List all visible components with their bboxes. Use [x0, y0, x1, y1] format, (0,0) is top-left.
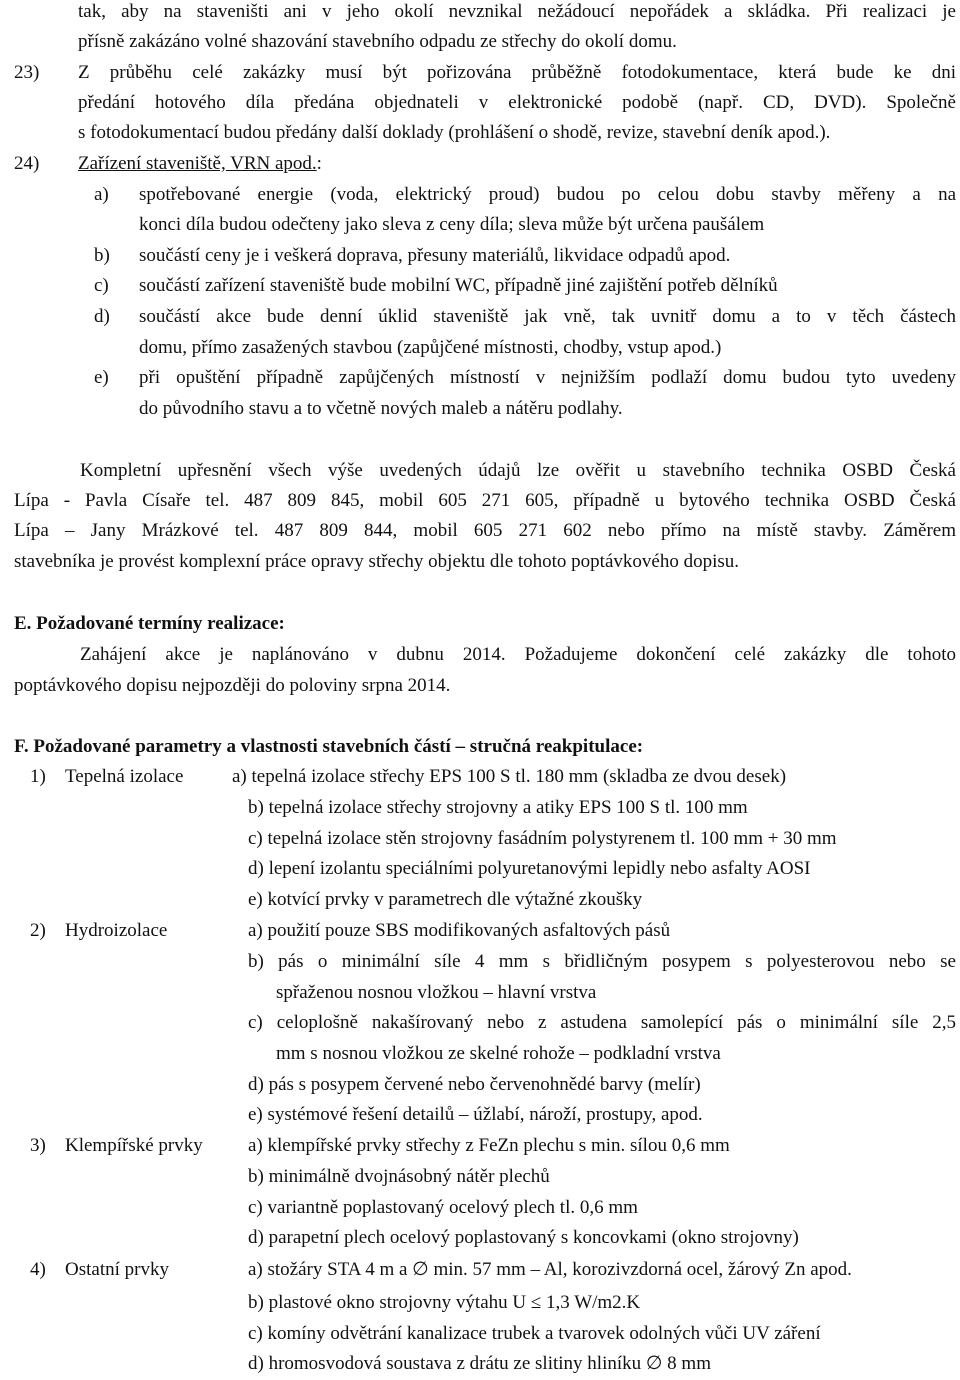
list-letter: e): [94, 367, 109, 388]
group-number: 4): [30, 1259, 46, 1280]
paragraph-line: Zahájení akce je naplánováno v dubnu 2014. Požadujeme dokončení celé zakázky dle tohoto: [80, 644, 956, 665]
param-line: b) tepelná izolace střechy strojovny a atiky EPS 100 S tl. 100 mm: [248, 797, 748, 818]
paragraph-line: Lípa - Pavla Císaře tel. 487 809 845, mobil 605 271 605, případně u bytového technika OSBD Česká: [14, 490, 956, 511]
param-line: b) plastové okno strojovny výtahu U ≤ 1,3 W/m2.K: [248, 1292, 641, 1313]
paragraph-line: přísně zakázáno volné shazování stavebního odpadu ze střechy do okolí domu.: [78, 31, 677, 52]
param-line: d) hromosvodová soustava z drátu ze slitiny hliníku ∅ 8 mm: [248, 1353, 711, 1374]
paragraph-line: Kompletní upřesnění všech výše uvedených údajů lze ověřit u stavebního technika OSBD Česká: [80, 460, 956, 481]
param-line: d) pás s posypem červené nebo červenohnědé barvy (melír): [248, 1074, 701, 1095]
list-item-line: součástí akce bude denní úklid staveniště jak vně, tak uvnitř domu a to v těch částech: [139, 306, 956, 327]
param-line: d) parapetní plech ocelový poplastovaný s koncovkami (okno strojovny): [248, 1227, 799, 1248]
paragraph-line: předání hotového díla předána objednateli v elektronické podobě (např. CD, DVD). Společně: [78, 92, 956, 113]
group-number: 1): [30, 766, 46, 787]
item-title-text: Zařízení staveniště, VRN apod.: [78, 153, 317, 174]
list-letter: c): [94, 275, 109, 296]
param-line: spřaženou nosnou vložkou – hlavní vrstva: [276, 982, 597, 1003]
item-title-suffix: :: [316, 153, 322, 174]
param-line: e) kotvící prvky v parametrech dle výtažné zkoušky: [248, 889, 643, 910]
list-item-line: domu, přímo zasažených stavbou (zapůjčené místnosti, chodby, vstup apod.): [139, 337, 722, 358]
param-line: c) variantně poplastovaný ocelový plech tl. 0,6 mm: [248, 1197, 638, 1218]
param-line: a) klempířské prvky střechy z FeZn plechu s min. sílou 0,6 mm: [248, 1135, 730, 1156]
paragraph-line: poptávkového dopisu nejpozději do poloviny srpna 2014.: [14, 675, 451, 696]
group-title: Tepelná izolace: [65, 766, 184, 787]
list-item-line: do původního stavu a to včetně nových maleb a nátěru podlahy.: [139, 398, 623, 419]
list-letter: a): [94, 184, 109, 205]
list-item-line: konci díla budou odečteny jako sleva z ceny díla; sleva může být určena paušálem: [139, 214, 765, 235]
param-line: a) stožáry STA 4 m a ∅ min. 57 mm – Al, korozivzdorná ocel, žárový Zn apod.: [248, 1259, 852, 1280]
group-title: Hydroizolace: [65, 920, 168, 941]
section-heading: E. Požadované termíny realizace:: [14, 613, 285, 634]
list-item-line: při opuštění případně zapůjčených místností v nejnižším podlaží domu budou tyto uvedeny: [139, 367, 956, 388]
param-line: mm s nosnou vložkou ze skelné rohože – podkladní vrstva: [276, 1043, 721, 1064]
group-title: Klempířské prvky: [65, 1135, 203, 1156]
param-line: c) celoplošně nakašírovaný nebo z astudena samolepící pás o minimální síle 2,5: [248, 1012, 956, 1033]
param-line: a) použití pouze SBS modifikovaných asfaltových pásů: [248, 920, 671, 941]
param-line: a) tepelná izolace střechy EPS 100 S tl. 180 mm (skladba ze dvou desek): [232, 766, 787, 787]
list-item-line: součástí ceny je i veškerá doprava, přesuny materiálů, likvidace odpadů apod.: [139, 245, 731, 266]
param-line: c) komíny odvětrání kanalizace trubek a tvarovek odolných vůči UV záření: [248, 1323, 821, 1344]
paragraph-line: stavebníka je provést komplexní práce opravy střechy objektu dle tohoto poptávkového dopisu.: [14, 551, 739, 572]
list-item-line: spotřebované energie (voda, elektrický proud) budou po celou dobu stavby měřeny a na: [139, 184, 956, 205]
list-number: 24): [14, 153, 40, 174]
group-title: Ostatní prvky: [65, 1259, 169, 1280]
list-letter: d): [94, 306, 110, 327]
param-line: e) systémové řešení detailů – úžlabí, nároží, prostupy, apod.: [248, 1104, 703, 1125]
paragraph-line: Lípa – Jany Mrázkové tel. 487 809 844, mobil 605 271 602 nebo přímo na místě stavby. Záměrem: [14, 520, 956, 541]
group-number: 2): [30, 920, 46, 941]
list-letter: b): [94, 245, 110, 266]
param-line: d) lepení izolantu speciálními polyuretanovými lepidly nebo asfalty AOSI: [248, 858, 811, 879]
paragraph-line: Z průběhu celé zakázky musí být pořizována průběžně fotodokumentace, která bude ke dni: [78, 62, 956, 83]
item-title: [78, 152, 322, 176]
paragraph-line: s fotodokumentací budou předány další doklady (prohlášení o shodě, revize, stavební deník apod.).: [78, 122, 831, 143]
list-item-line: součástí zařízení staveniště bude mobilní WC, případně jiné zajištění potřeb dělníků: [139, 275, 778, 296]
list-number: 23): [14, 62, 40, 83]
paragraph-line: tak, aby na staveništi ani v jeho okolí nevznikal nežádoucí nepořádek a skládka. Při realizaci je: [78, 1, 956, 22]
param-line: b) pás o minimální síle 4 mm s břidličným posypem s polyesterovou nebo se: [248, 951, 956, 972]
param-line: c) tepelná izolace stěn strojovny fasádním polystyrenem tl. 100 mm + 30 mm: [248, 828, 837, 849]
section-heading: F. Požadované parametry a vlastnosti stavebních částí – stručná reakpitulace:: [14, 736, 644, 757]
group-number: 3): [30, 1135, 46, 1156]
param-line: b) minimálně dvojnásobný nátěr plechů: [248, 1166, 550, 1187]
